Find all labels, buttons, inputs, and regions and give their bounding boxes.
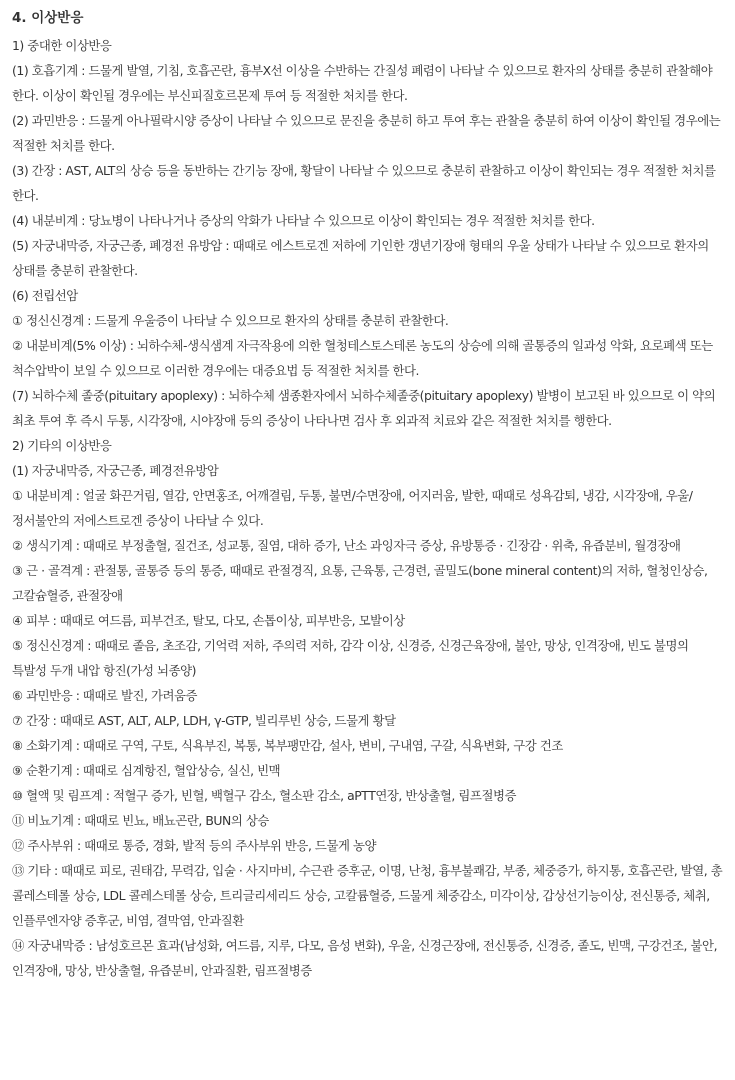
paragraph-14: ② 생식기계 : 때때로 부정출혈, 질건조, 성교통, 질염, 대하 증가, 난소 과잉자극 증상, 유방통증 · 긴장감 · 위축, 유즙분비, 월경장애 <box>12 538 681 553</box>
paragraph-20: ⑧ 소화기계 : 때때로 구역, 구토, 식욕부진, 복통, 복부팽만감, 설사, 변비, 구내염, 구갈, 식욕변화, 구강 건조 <box>12 738 563 753</box>
paragraph-18: ⑥ 과민반응 : 때때로 발진, 가려움증 <box>12 688 198 703</box>
paragraph-16: ④ 피부 : 때때로 여드름, 피부건조, 탈모, 다모, 손톱이상, 피부반응, 모발이상 <box>12 613 405 628</box>
paragraph-10: (7) 뇌하수체 졸중(pituitary apoplexy) : 뇌하수체 샘종환자에서 뇌하수체졸중(pituitary apoplexy) 발병이 보고된 바 있으므로 이 약의 최초 투여 후 즉시 두통, 시각장애, 시야장애 등의 증상이 나타나면 검사 후 외과적 치료와 같은 적절한 처치를 행한다. <box>12 388 716 428</box>
paragraph-12: (1) 자궁내막증, 자궁근종, 폐경전유방암 <box>12 463 219 478</box>
paragraph-26: ⑭ 자궁내막증 : 남성호르몬 효과(남성화, 여드름, 지루, 다모, 음성 변화), 우울, 신경근장애, 전신통증, 신경증, 졸도, 빈맥, 구강건조, 불안, 인격장애, 망상, 반상출혈, 유즙분비, 안과질환, 림프절병증 <box>12 938 718 978</box>
paragraph-list <box>12 33 723 983</box>
paragraph-24: ⑫ 주사부위 : 때때로 통증, 경화, 발적 등의 주사부위 반응, 드물게 농양 <box>12 838 377 853</box>
paragraph-5: (4) 내분비계 : 당뇨병이 나타나거나 증상의 악화가 나타날 수 있으므로 이상이 확인되는 경우 적절한 처치를 한다. <box>12 213 595 228</box>
paragraph-7: (6) 전립선암 <box>12 288 78 303</box>
paragraph-23: ⑪ 비뇨기계 : 때때로 빈뇨, 배뇨곤란, BUN의 상승 <box>12 813 269 828</box>
paragraph-2: (1) 호흡기계 : 드물게 발열, 기침, 호흡곤란, 흉부X선 이상을 수반하는 간질성 폐렴이 나타날 수 있으므로 환자의 상태를 충분히 관찰해야 한다. 이상이 확인될 경우에는 부신피질호르몬제 투여 등 적절한 처치를 한다. <box>12 63 713 103</box>
section-title: 4. 이상반응 <box>12 10 84 26</box>
paragraph-3: (2) 과민반응 : 드물게 아나필락시양 증상이 나타날 수 있으므로 문진을 충분히 하고 투여 후는 관찰을 충분히 하여 이상이 확인될 경우에는 적절한 처치를 한다. <box>12 113 721 153</box>
paragraph-15: ③ 근 · 골격계 : 관절통, 골통증 등의 통증, 때때로 관절경직, 요통, 근육통, 근경련, 골밀도(bone mineral content)의 저하, 혈청인상승, 고칼슘혈증, 관절장애 <box>12 563 708 603</box>
paragraph-17: ⑤ 정신신경계 : 때때로 졸음, 초조감, 기억력 저하, 주의력 저하, 감각 이상, 신경증, 신경근육장애, 불안, 망상, 인격장애, 빈도 불명의 특발성 두개 내압 항진(가성 뇌종양) <box>12 638 689 678</box>
paragraph-19: ⑦ 간장 : 때때로 AST, ALT, ALP, LDH, γ-GTP, 빌리루빈 상승, 드물게 황달 <box>12 713 396 728</box>
paragraph-4: (3) 간장 : AST, ALT의 상승 등을 동반하는 간기능 장애, 황달이 나타날 수 있으므로 충분히 관찰하고 이상이 확인되는 경우 적절한 처치를 한다. <box>12 163 716 203</box>
paragraph-13: ① 내분비계 : 얼굴 화끈거림, 열감, 안면홍조, 어깨결림, 두통, 불면/수면장애, 어지러움, 발한, 때때로 성욕감퇴, 냉감, 시각장애, 우울/정서불안의 저에스트로겐 증상이 나타날 수 있다. <box>12 488 693 528</box>
paragraph-25: ⑬ 기타 : 때때로 피로, 권태감, 무력감, 입술 · 사지마비, 수근관 증후군, 이명, 난청, 흉부불쾌감, 부종, 체중증가, 하지통, 호흡곤란, 발열, 총 콜레스테롤 상승, LDL 콜레스테롤 상승, 트리글리세리드 상승, 고칼륨혈증, 드물게 체중감소, 미각이상, 갑상선기능이상, 전신통증, 체취, 인플루엔자양 증후군, 비염, 결막염, 안과질환 <box>12 863 723 928</box>
paragraph-1: 1) 중대한 이상반응 <box>12 38 112 53</box>
paragraph-8: ① 정신신경계 : 드물게 우울증이 나타날 수 있으므로 환자의 상태를 충분히 관찰한다. <box>12 313 449 328</box>
paragraph-9: ② 내분비계(5% 이상) : 뇌하수체-생식샘계 자극작용에 의한 혈청테스토스테론 농도의 상승에 의해 골통증의 일과성 악화, 요로폐색 또는 척수압박이 보일 수 있으므로 이러한 경우에는 대증요법 등 적절한 처치를 한다. <box>12 338 713 378</box>
paragraph-21: ⑨ 순환기계 : 때때로 심계항진, 혈압상승, 실신, 빈맥 <box>12 763 281 778</box>
paragraph-6: (5) 자궁내막증, 자궁근종, 폐경전 유방암 : 때때로 에스트로겐 저하에 기인한 갱년기장애 형태의 우울 상태가 나타날 수 있으므로 환자의 상태를 충분히 관찰한다. <box>12 238 709 278</box>
paragraph-11: 2) 기타의 이상반응 <box>12 438 112 453</box>
paragraph-22: ⑩ 혈액 및 림프계 : 적혈구 증가, 빈혈, 백혈구 감소, 혈소판 감소, aPTT연장, 반상출혈, 림프절병증 <box>12 788 516 803</box>
